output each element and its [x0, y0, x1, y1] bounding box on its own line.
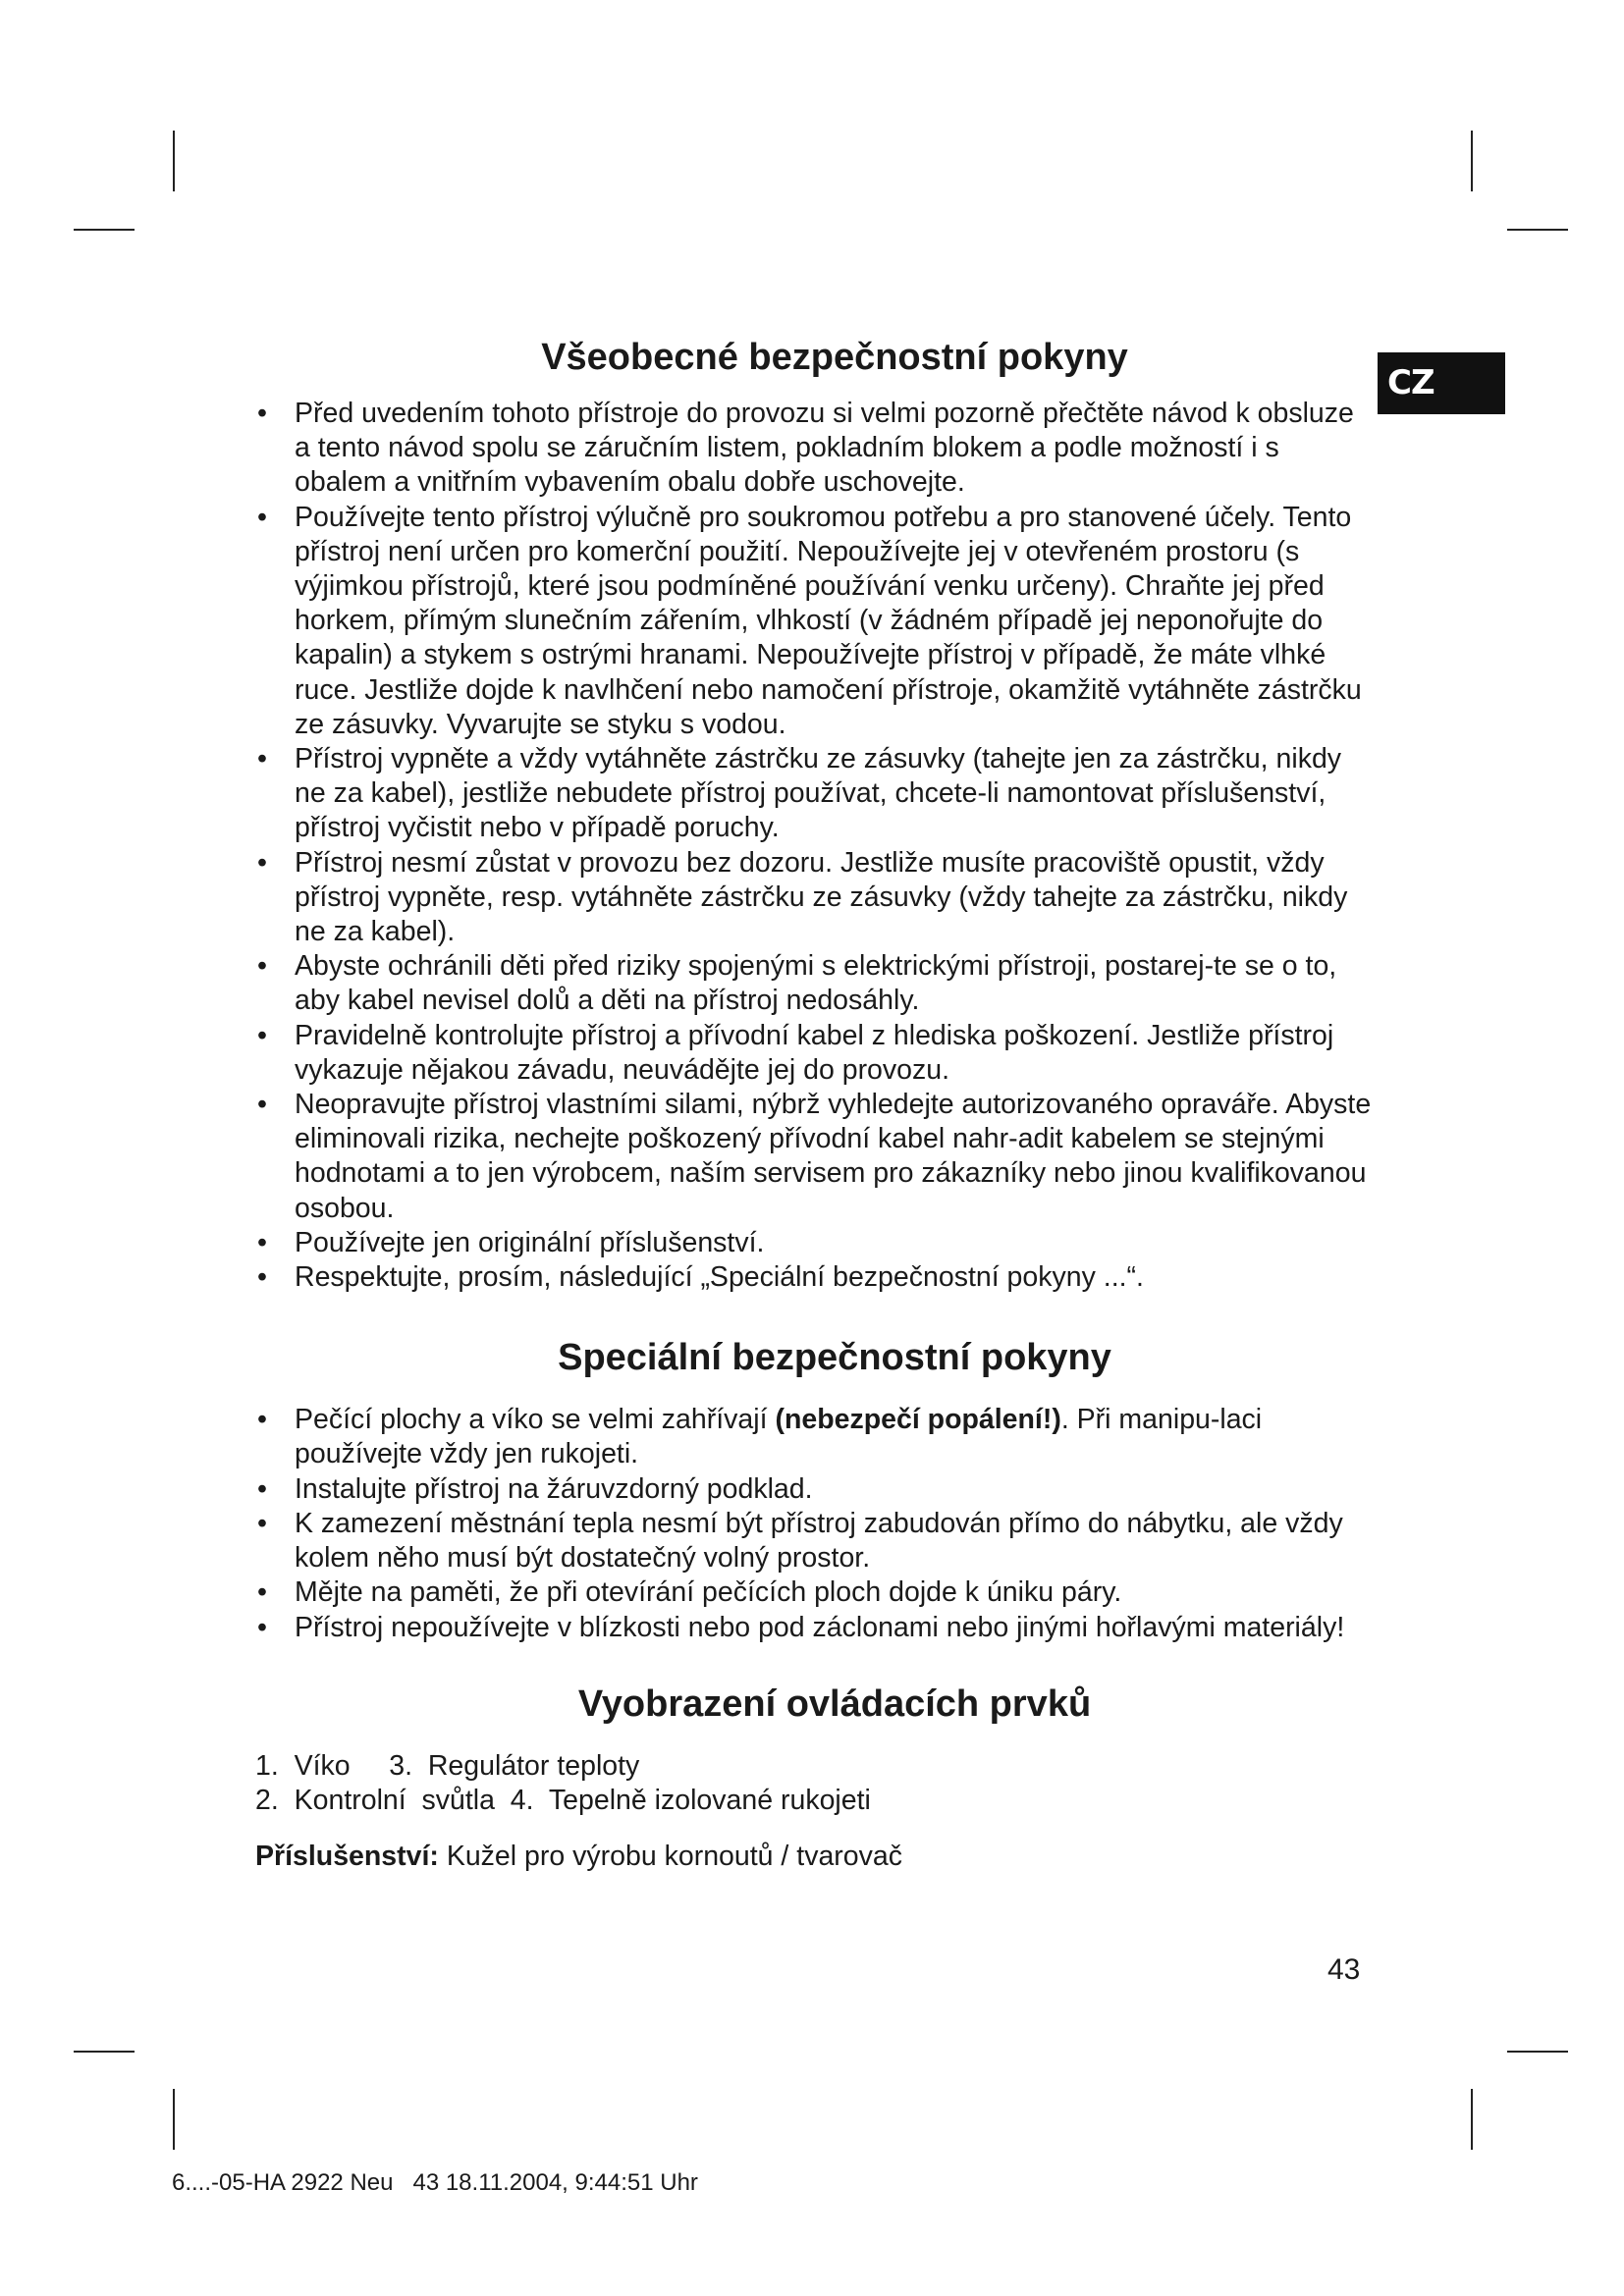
controls-section [255, 1681, 1375, 1874]
list-item: • Používejte tento přístroj výlučně pro soukromou potřebu a pro stanovené účely. Tento přístroj není určen pro komerční použití. Nepoužívejte jej v otevřeném prostoru (s výjimkou přístrojů, které jsou podmíněné používání venku určeny). Chraňte jej před horkem, přímým slunečním zářením, vlhkostí (v žádném případě jej neponořujte do kapalin) a stykem s ostrými hranami. Nepoužívejte přístroj v případě, že máte vlhké ruce. Jestliže dojde k navlhčení nebo namočení přístroje, okamžitě vytáhněte zástrčku ze zásuvky. Vyvarujte se styku s vodou. [257, 501, 1362, 740]
crop-mark-top-left-vertical [173, 131, 175, 191]
accessories-label: Příslušenství: [255, 1840, 439, 1872]
accessories-line [255, 1840, 1375, 1874]
list-item: • K zamezení městnání tepla nesmí být přístroj zabudován přímo do nábytku, ale vždy kolem něho musí být dostatečný volný prostor. [257, 1507, 1343, 1575]
bullet-icon: • [257, 1472, 267, 1505]
bullet-icon: • [257, 1226, 267, 1258]
accessories-text: Kužel pro výrobu kornoutů / tvarovač [438, 1840, 902, 1872]
list-item: • Přístroj nepoužívejte v blízkosti nebo pod záclonami nebo jinými hořlavými materiály! [255, 1611, 1375, 1645]
list-item: • Přístroj nesmí zůstat v provozu bez dozoru. Jestliže musíte pracoviště opustit, vždy přístroj vypněte, resp. vytáhněte zástrčku ze zásuvky (vždy tahejte za zástrčku, nikdy ne za kabel). [257, 846, 1348, 948]
controls-row-2: 2. Kontrolní svůtla 4. Tepelně izolované rukojeti [255, 1784, 871, 1816]
list-item: • Používejte jen originální příslušenství. [255, 1226, 1375, 1260]
bullet-icon: • [257, 1507, 267, 1539]
special-safety-list [255, 1403, 1375, 1644]
bullet-icon: • [257, 743, 267, 775]
page-content [255, 334, 1375, 1874]
bullet-icon: • [257, 501, 267, 533]
crop-mark-top-left-horizontal [74, 229, 135, 231]
list-item: • Pravidelně kontrolujte přístroj a přívodní kabel z hlediska poškození. Jestliže přístroj vykazuje nějakou závadu, neuvádějte jej do provozu. [257, 1019, 1334, 1086]
crop-mark-bottom-right-horizontal [1507, 2051, 1568, 2053]
bullet-icon: • [257, 398, 267, 429]
list-item: • Instalujte přístroj na žáruvzdorný podklad. [255, 1472, 1375, 1507]
bullet-icon: • [257, 1404, 267, 1436]
crop-mark-bottom-left-horizontal [74, 2051, 135, 2053]
crop-mark-bottom-left-vertical [173, 2089, 175, 2150]
controls-title: Vyobrazení ovládacích prvků [577, 1682, 1092, 1725]
bullet-icon: • [257, 1019, 267, 1051]
list-item: • Mějte na paměti, že při otevírání pečících ploch dojde k úniku páry. [255, 1575, 1375, 1610]
general-safety-section [255, 334, 1375, 1295]
bullet-icon: • [257, 846, 267, 879]
crop-mark-top-right-vertical [1471, 131, 1473, 191]
bullet-icon: • [257, 950, 267, 983]
list-item: • Respektujte, prosím, následující „Speciální bezpečnostní pokyny ...“. [255, 1260, 1375, 1295]
general-safety-title: Všeobecné bezpečnostní pokyny [541, 337, 1128, 378]
list-item: • Abyste ochránili děti před riziky spojenými s elektrickými přístroji, postarej-te se o to, aby kabel nevisel dolů a děti na přístroj nedosáhly. [257, 950, 1337, 1017]
list-item: • Neopravujte přístroj vlastními silami, nýbrž vyhledejte autorizovaného opraváře. Abyste eliminovali rizika, nechejte poškozený přívodní kabel nahr-adit kabelem se stejnými hodnotami a to jen výrobcem, naším servisem pro zákazníky nebo jinou kvalifikovanou osobou. [257, 1089, 1372, 1224]
print-footer: 6....-05-HA 2922 Neu 43 18.11.2004, 9:44:51 Uhr [172, 2169, 698, 2196]
controls-row-1: 1. Víko 3. Regulátor teploty [255, 1749, 640, 1782]
list-item: • Před uvedením tohoto přístroje do provozu si velmi pozorně přečtěte návod k obsluze a tento návod spolu se záručním listem, pokladním blokem a podle možností i s obalem a vnitřním vybavením obalu dobře uschovejte. [257, 398, 1354, 499]
list-item: • Pečící plochy a víko se velmi zahřívají (nebezpečí popálení!). Při manipu-laci používejte vždy jen rukojeti. [257, 1404, 1263, 1470]
list-item: • Přístroj vypněte a vždy vytáhněte zástrčku ze zásuvky (tahejte jen za zástrčku, nikdy ne za kabel), jestliže nebudete přístroj používat, chcete-li namontovat příslušenství, přístroj vyčistit nebo v případě poruchy. [257, 743, 1342, 844]
burn-warning: (nebezpečí popálení!) [775, 1404, 1061, 1436]
bullet-icon: • [257, 1089, 267, 1121]
crop-mark-top-right-horizontal [1507, 229, 1568, 231]
special-safety-section [255, 1334, 1375, 1644]
general-safety-list [255, 397, 1375, 1295]
language-tab: CZ [1378, 352, 1505, 414]
bullet-icon: • [257, 1611, 267, 1643]
page-number: 43 [1327, 1953, 1361, 1986]
bullet-icon: • [257, 1576, 267, 1609]
special-safety-title: Speciální bezpečnostní pokyny [558, 1337, 1111, 1379]
crop-mark-bottom-right-vertical [1471, 2089, 1473, 2150]
bullet-icon: • [257, 1261, 267, 1294]
